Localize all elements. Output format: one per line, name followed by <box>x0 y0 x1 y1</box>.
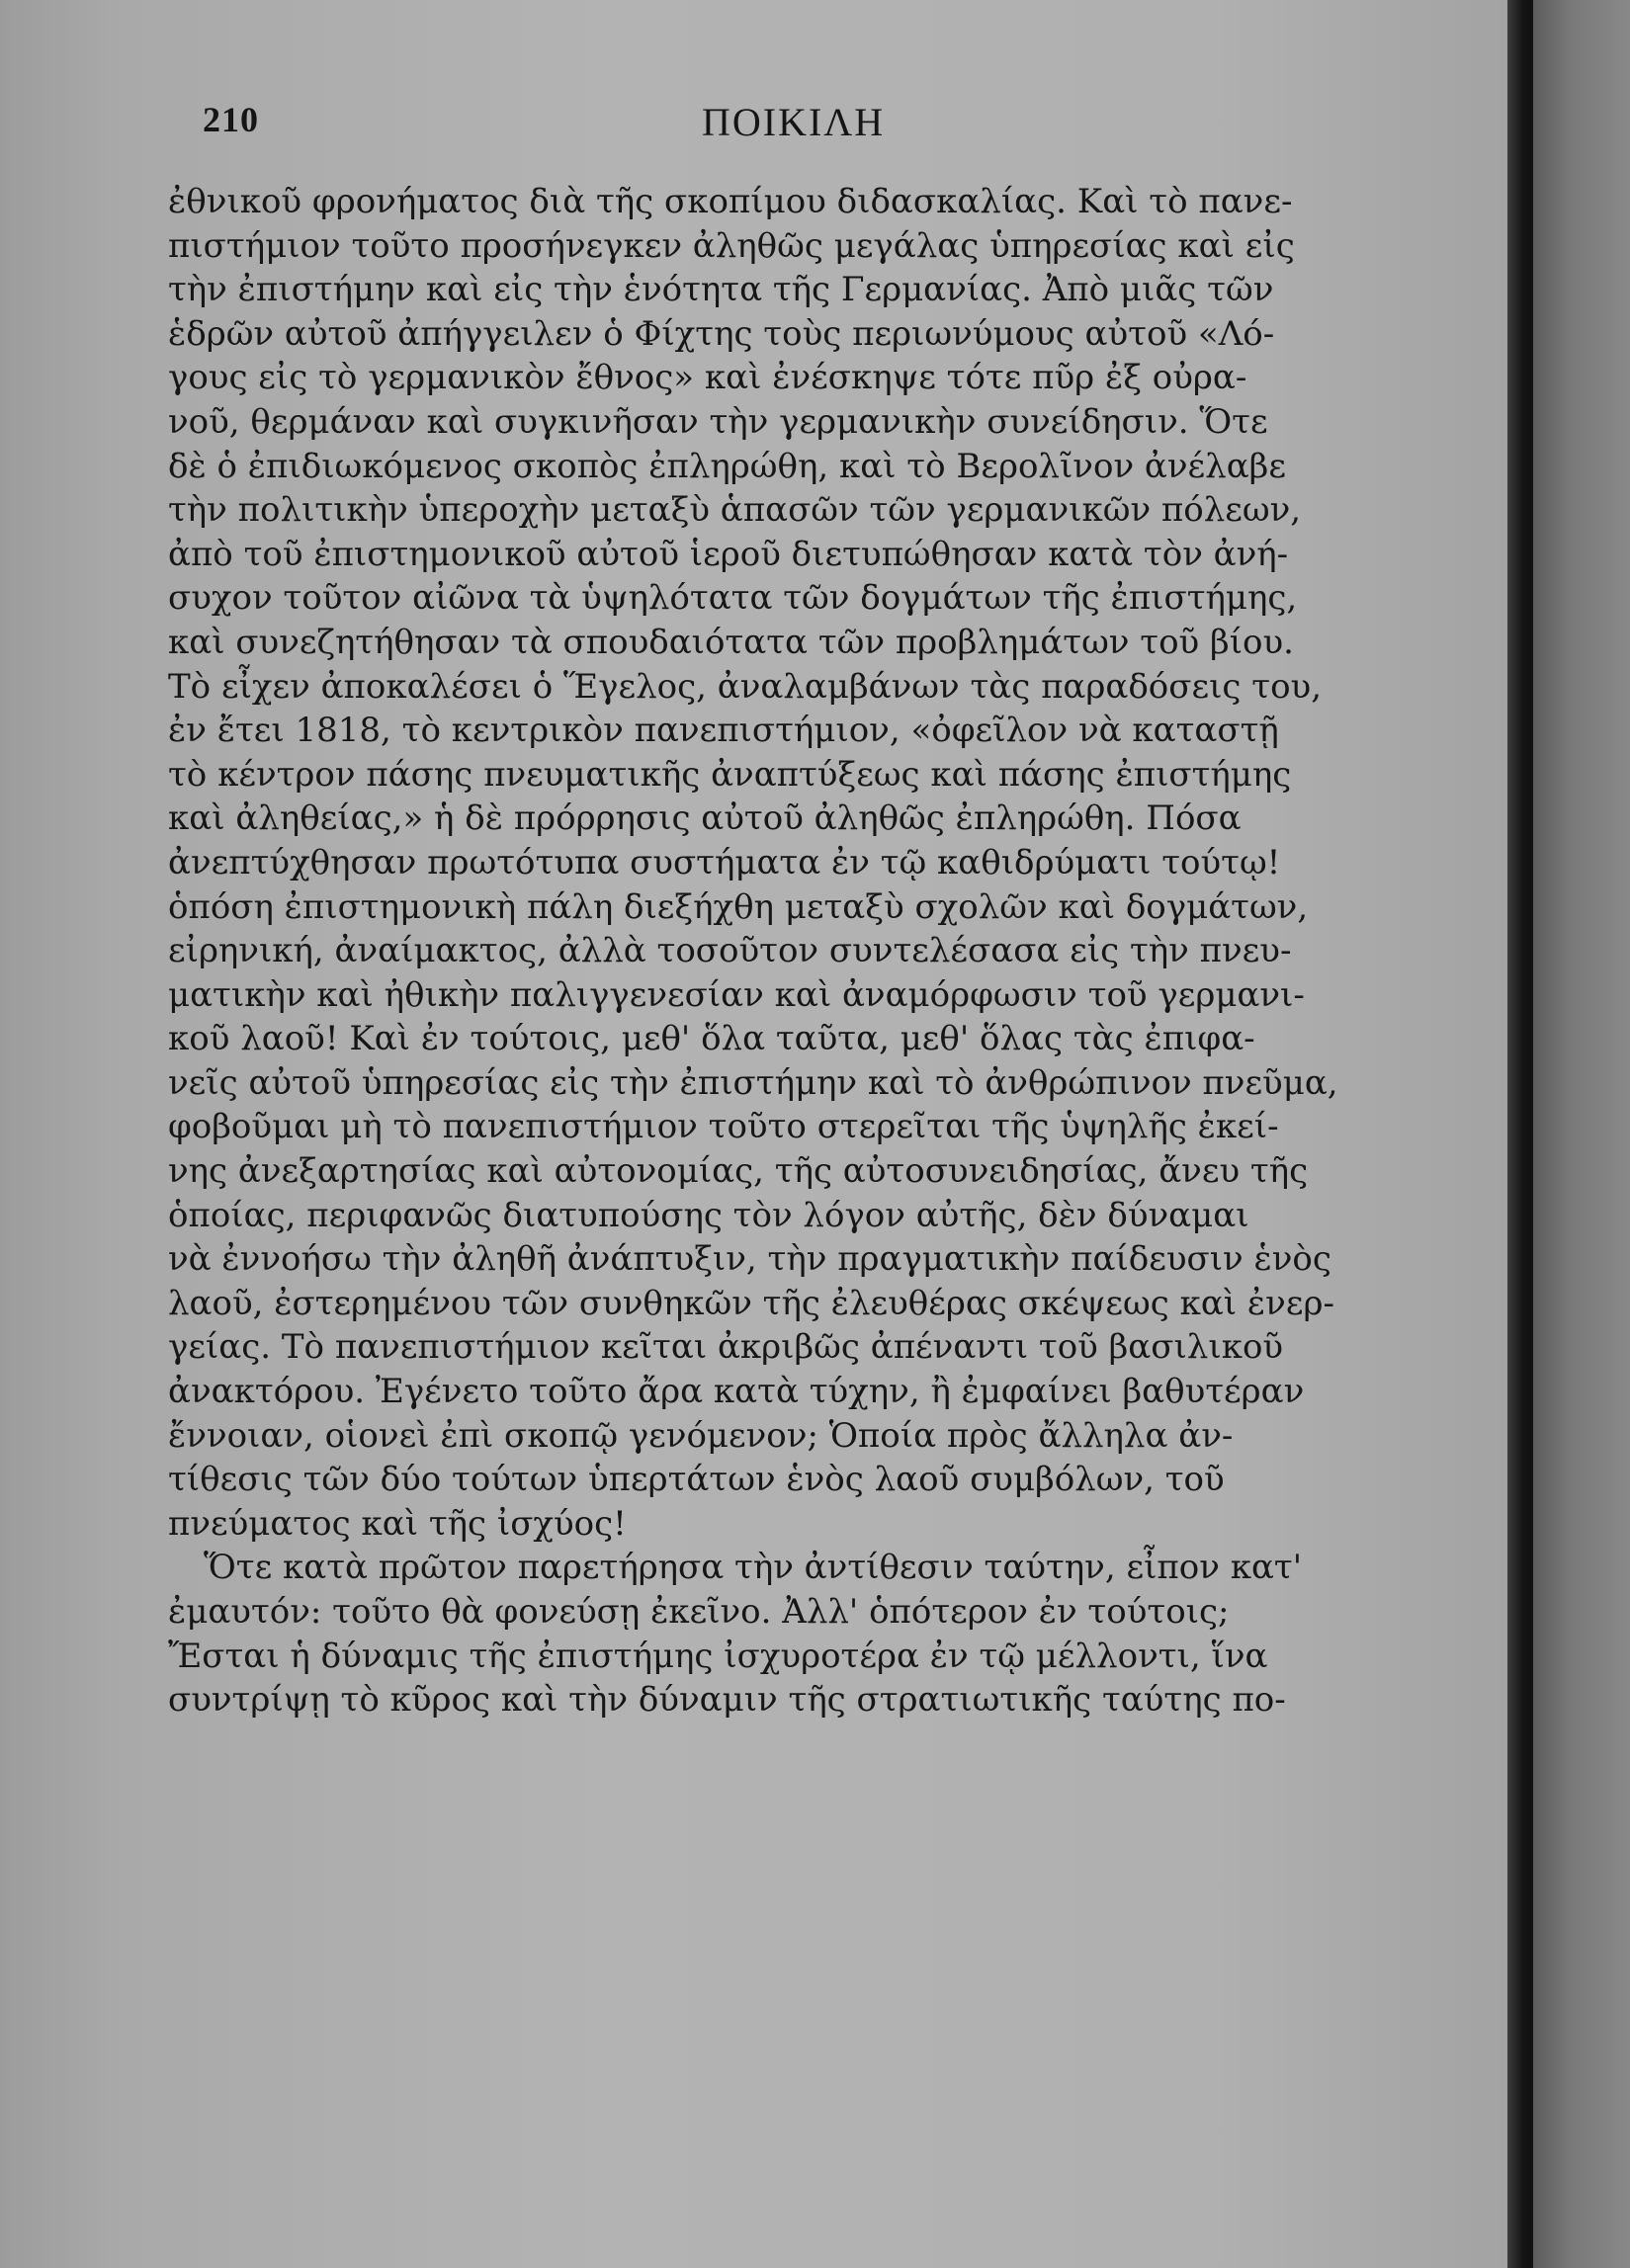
page-header <box>203 99 1389 158</box>
book-edge <box>1533 0 1630 2268</box>
text-line: ἀνακτόρου. Ἐγένετο τοῦτο ἄρα κατὰ τύχην, ἢ ἐμφαίνει βαθυτέραν <box>168 1372 1305 1412</box>
page-edge-shadow <box>1507 0 1533 2268</box>
text-line: Τὸ εἶχεν ἀποκαλέσει ὁ Ἕγελος, ἀναλαμβάνων τὰς παραδόσεις του, <box>168 666 1323 707</box>
running-title: ΠΟΙΚΙΛΗ <box>702 100 886 144</box>
text-line: Ὅτε κατὰ πρῶτον παρετήρησα τὴν ἀντίθεσιν ταύτην, εἶπον κατ' <box>204 1548 1303 1588</box>
text-line: ἀπὸ τοῦ ἐπιστημονικοῦ αὐτοῦ ἱεροῦ διετυπώθησαν κατὰ τὸν ἀνή- <box>168 534 1289 574</box>
text-line: ἔννοιαν, οἱονεὶ ἐπὶ σκοπῷ γενόμενον; Ὁποία πρὸς ἄλληλα ἀν- <box>168 1415 1234 1456</box>
text-line: ἐμαυτόν: τοῦτο θὰ φονεύσῃ ἐκεῖνο. Ἀλλ' ὁπότερον ἐν τούτοις; <box>168 1592 1230 1632</box>
text-line: πιστήμιον τοῦτο προσήνεγκεν ἀληθῶς μεγάλας ὑπηρεσίας καὶ εἰς <box>168 225 1295 266</box>
text-line: ἐθνικοῦ φρονήματος διὰ τῆς σκοπίμου διδασκαλίας. Καὶ τὸ πανε- <box>168 182 1293 221</box>
text-line: δὲ ὁ ἐπιδιωκόμενος σκοπὸς ἐπληρώθη, καὶ τὸ Βερολῖνον ἀνέλαβε <box>168 446 1286 486</box>
text-line: τίθεσις τῶν δύο τούτων ὑπερτάτων ἑνὸς λαοῦ συμβόλων, τοῦ <box>168 1460 1225 1500</box>
text-line: Ἔσται ἡ δύναμις τῆς ἐπιστήμης ἰσχυροτέρα ἐν τῷ μέλλοντι, ἵνα <box>168 1636 1268 1676</box>
text-line: κοῦ λαοῦ! Καὶ ἐν τούτοις, μεθ' ὅλα ταῦτα, μεθ' ὅλας τὰς ἐπιφα- <box>168 1019 1255 1059</box>
text-line: εἰρηνική, ἀναίμακτος, ἀλλὰ τοσοῦτον συντελέσασα εἰς τὴν πνευ- <box>168 931 1292 971</box>
text-line: πνεύματος καὶ τῆς ἰσχύος! <box>168 1503 627 1544</box>
text-line: τὴν ἐπιστήμην καὶ εἰς τὴν ἑνότητα τῆς Γερμανίας. Ἀπὸ μιᾶς τῶν <box>168 270 1274 310</box>
text-line: γείας. Τὸ πανεπιστήμιον κεῖται ἀκριβῶς ἀπέναντι τοῦ βασιλικοῦ <box>168 1327 1284 1368</box>
text-line: συχον τοῦτον αἰῶνα τὰ ὑψηλότατα τῶν δογμάτων τῆς ἐπιστήμης, <box>168 578 1298 619</box>
text-line: νοῦ, θερμάναν καὶ συγκινῆσαν τὴν γερμανικὴν συνείδησιν. Ὅτε <box>168 401 1268 442</box>
text-line: νης ἀνεξαρτησίας καὶ αὐτονομίας, τῆς αὐτοσυνειδησίας, ἄνευ τῆς <box>168 1151 1309 1192</box>
page-number: 210 <box>203 100 259 139</box>
body-text <box>168 180 1394 1722</box>
text-line: ὁπόση ἐπιστημονικὴ πάλη διεξήχθη μεταξὺ σχολῶν καὶ δογμάτων, <box>168 886 1309 927</box>
text-line: καὶ ἀληθείας,» ἡ δὲ πρόρρησις αὐτοῦ ἀληθῶς ἐπληρώθη. Πόσα <box>168 798 1242 839</box>
text-line: τὸ κέντρον πάσης πνευματικῆς ἀναπτύξεως καὶ πάσης ἐπιστήμης <box>168 754 1292 795</box>
text-line: ἀνεπτύχθησαν πρωτότυπα συστήματα ἐν τῷ καθιδρύματι τούτῳ! <box>168 842 1281 882</box>
text-line: φοβοῦμαι μὴ τὸ πανεπιστήμιον τοῦτο στερεῖται τῆς ὑψηλῆς ἐκεί- <box>168 1107 1279 1147</box>
text-line: ματικὴν καὶ ἠθικὴν παλιγγενεσίαν καὶ ἀναμόρφωσιν τοῦ γερμανι- <box>168 974 1305 1015</box>
text-line: νεῖς αὐτοῦ ὑπηρεσίας εἰς τὴν ἐπιστήμην καὶ τὸ ἀνθρώπινον πνεῦμα, <box>168 1062 1338 1103</box>
text-line: γους εἰς τὸ γερμανικὸν ἔθνος» καὶ ἐνέσκηψε τότε πῦρ ἐξ οὐρα- <box>168 358 1247 398</box>
text-line: νὰ ἐννοήσω τὴν ἀληθῆ ἀνάπτυξιν, τὴν πραγματικὴν παίδευσιν ἑνὸς <box>168 1239 1331 1280</box>
text-line: τὴν πολιτικὴν ὑπεροχὴν μεταξὺ ἁπασῶν τῶν γερμανικῶν πόλεων, <box>168 490 1302 531</box>
text-line: ἑδρῶν αὐτοῦ ἀπήγγειλεν ὁ Φίχτης τοὺς περιωνύμους αὐτοῦ «Λό- <box>168 313 1275 354</box>
text-line: συντρίψῃ τὸ κῦρος καὶ τὴν δύναμιν τῆς στρατιωτικῆς ταύτης πο- <box>168 1680 1286 1721</box>
text-line: ὁποίας, περιφανῶς διατυπούσης τὸν λόγον αὐτῆς, δὲν δύναμαι <box>168 1195 1249 1235</box>
text-line: ἐν ἔτει 1818, τὸ κεντρικὸν πανεπιστήμιον, «ὀφεῖλον νὰ καταστῇ <box>168 711 1279 751</box>
text-line: καὶ συνεζητήθησαν τὰ σπουδαιότατα τῶν προβλημάτων τοῦ βίου. <box>168 622 1294 662</box>
text-line: λαοῦ, ἐστερημένου τῶν συνθηκῶν τῆς ἐλευθέρας σκέψεως καὶ ἐνερ- <box>168 1283 1334 1323</box>
